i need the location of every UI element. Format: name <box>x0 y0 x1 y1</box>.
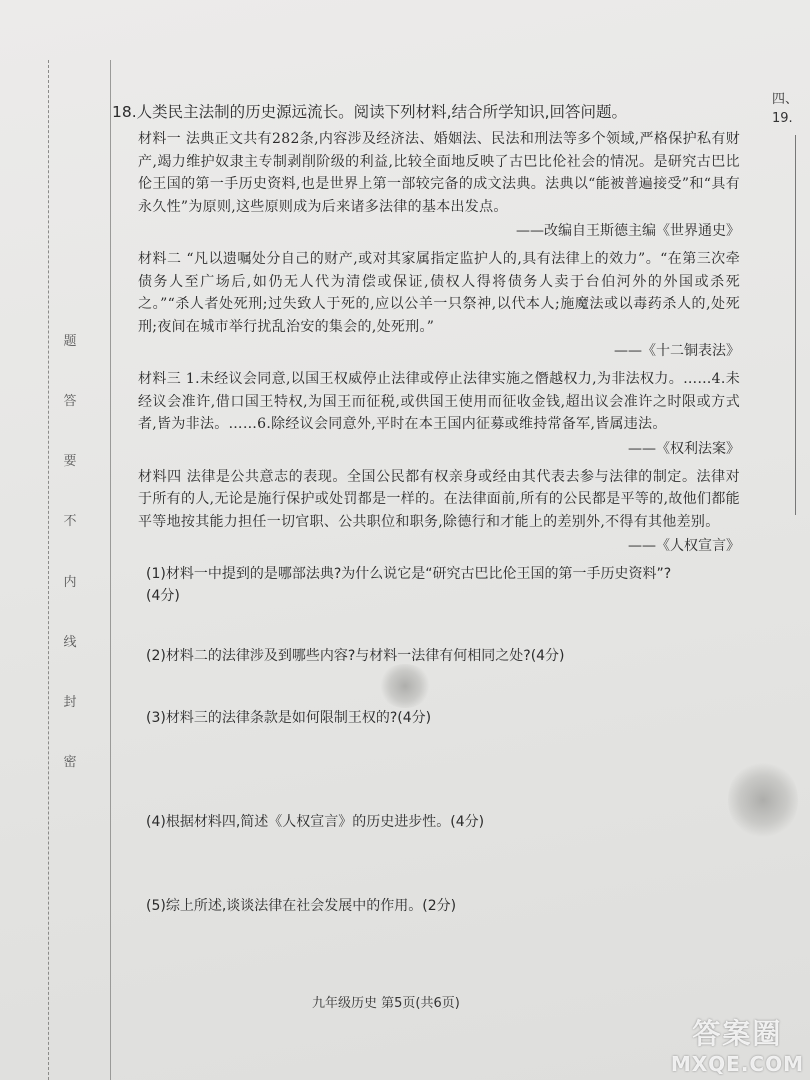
seal-char: 线 <box>63 634 77 650</box>
seal-char: 题 <box>63 334 77 349</box>
watermark <box>671 1012 804 1076</box>
material-4: 材料四 法律是公共意志的表现。全国公民都有权亲身或经由其代表去参与法律的制定。法律对于所有的人,无论是施行保护或处罚都是一样的。在法律面前,所有的公民都是平等的,故他们都能平等地按其能力担任一切官职、公共职位和职务,除德行和才能上的差别外,不得有其他差别。 <box>138 468 740 530</box>
seal-char: 不 <box>63 514 77 530</box>
material-3: 材料三 1.未经议会同意,以国王权威停止法律或停止法律实施之僭越权力,为非法权力。……4.未经议会准许,借口国王特权,为国王而征税,或供国王使用而征收金钱,超出议会准许之时限或方式者,皆为非法。……6.除经议会同意外,平时在本王国内征募或维持常备军,皆属违法。 <box>138 371 740 432</box>
question-18 <box>108 100 740 917</box>
material-1: 材料一 法典正文共有282条,内容涉及经济法、婚姻法、民法和刑法等多个领域,严格保护私有财产,竭力维护奴隶主专制剥削阶级的利益,比较全面地反映了古巴比伦社会的情况。是研究古巴比伦王国的第一手历史资料,也是世界上第一部较完备的成文法典。法典以“能被普遍接受”和“具有永久性”为原则,这些原则成为后来诸多法律的基本出发点。 <box>138 131 740 215</box>
sub-question-1-text: (1)材料一中提到的是哪部法典?为什么说它是“研究古巴比伦王国的第一手历史资料”? <box>146 566 672 582</box>
paper-smudge <box>728 760 798 840</box>
question-title: 18.人类民主法制的历史源远流长。阅读下列材料,结合所学知识,回答问题。 <box>112 103 628 121</box>
next-page-line <box>795 135 796 515</box>
sub-question-1-points: (4分) <box>146 588 180 604</box>
seal-char: 密 <box>63 754 77 770</box>
seal-char: 封 <box>63 694 77 710</box>
seal-char: 要 <box>63 454 77 470</box>
paper-smudge <box>378 664 432 708</box>
page-footer: 九年级历史 第5页(共6页) <box>312 996 460 1011</box>
watermark-url: MXQE.COM <box>670 1052 804 1076</box>
sub-question-2: (2)材料二的法律涉及到哪些内容?与材料一法律有何相同之处?(4分) <box>146 648 565 664</box>
seal-char: 答 <box>63 394 77 410</box>
seal-char: 内 <box>63 574 77 590</box>
material-2: 材料二 “凡以遗嘱处分自己的财产,或对其家属指定监护人的,具有法律上的效力”。“在第三次牵债务人至广场后,如仍无人代为清偿或保证,债权人得将债务人卖于台伯河外的外国或杀死之。”“杀人者处死刑;过失致人于死的,应以公羊一只祭神,以代本人;施魔法或以毒药杀人的,处死刑;夜间在城市举行扰乱治安的集会的,处死刑。” <box>138 251 740 335</box>
binding-seal-text <box>60 330 80 770</box>
material-3-source: ——《权利法案》 <box>628 440 740 457</box>
sub-question-1 <box>146 563 740 607</box>
question-19-number: 19. <box>772 111 793 126</box>
sub-question-3: (3)材料三的法律条款是如何限制王权的?(4分) <box>146 710 432 726</box>
sub-question-5: (5)综上所述,谈谈法律在社会发展中的作用。(2分) <box>146 898 457 914</box>
sub-question-4: (4)根据材料四,简述《人权宣言》的历史进步性。(4分) <box>146 814 485 830</box>
material-2-source: ——《十二铜表法》 <box>614 343 740 359</box>
watermark-text: 答案圈 <box>692 1017 783 1050</box>
binding-dashed-line <box>48 60 49 1080</box>
material-1-source: ——改编自王斯德主编《世界通史》 <box>516 223 740 239</box>
section-heading: 四、 <box>772 92 799 107</box>
next-page-edge <box>772 88 810 988</box>
material-4-source: ——《人权宣言》 <box>628 538 740 554</box>
